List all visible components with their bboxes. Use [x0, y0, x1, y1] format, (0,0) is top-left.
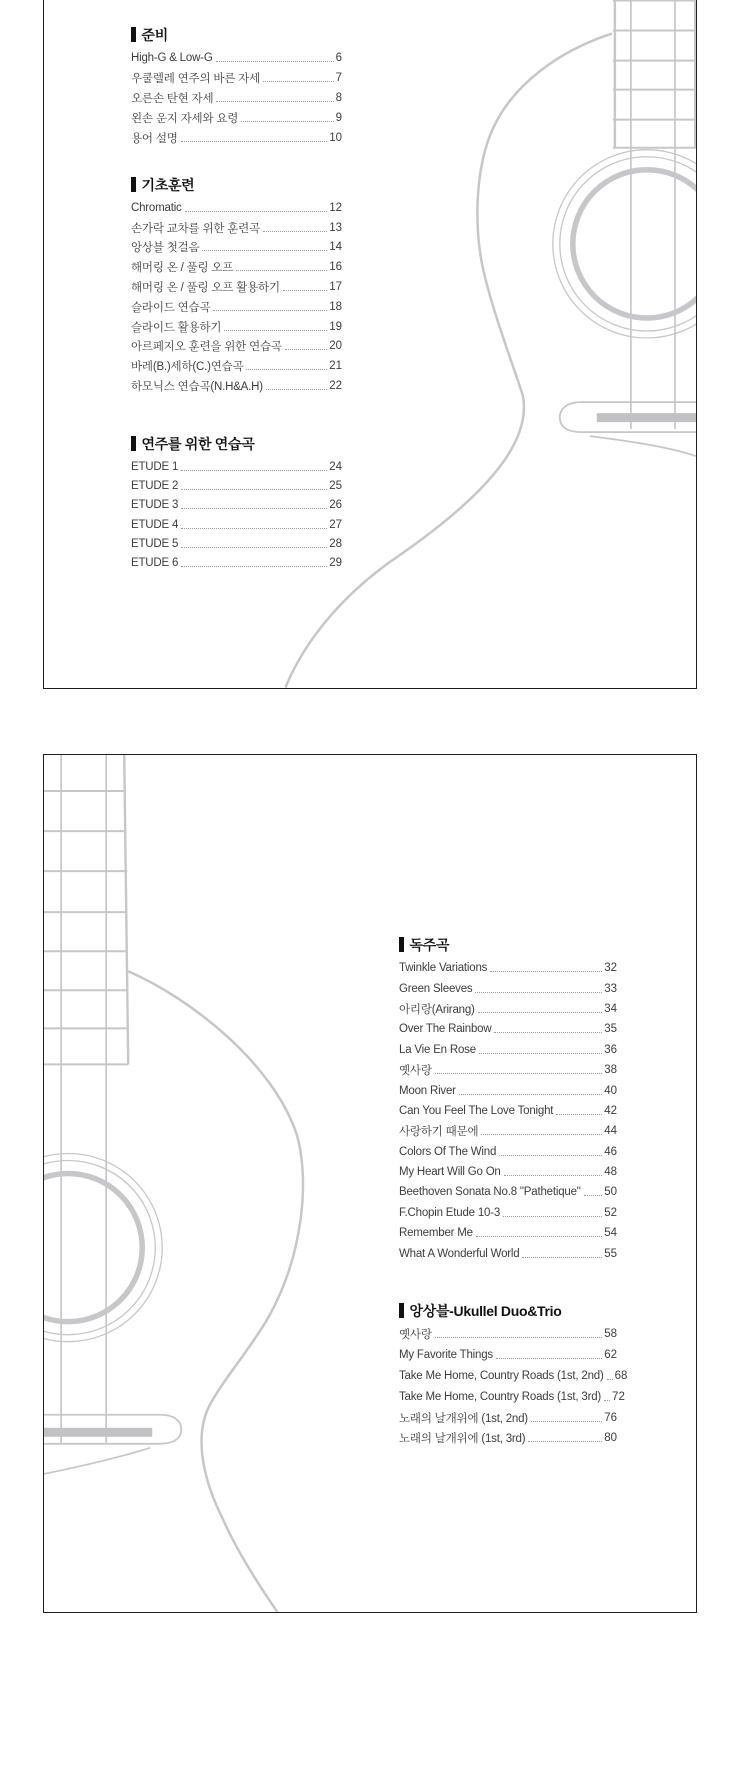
toc-entry-page: 52 — [604, 1206, 617, 1219]
dot-leader — [607, 1378, 613, 1380]
toc-entry — [131, 297, 342, 317]
dot-leader — [181, 140, 328, 142]
toc-entry — [131, 356, 342, 376]
toc-entry-label: F.Chopin Etude 10-3 — [399, 1206, 501, 1219]
dot-leader — [459, 1093, 602, 1095]
body-outline — [128, 971, 303, 1612]
toc-entry-label: ETUDE 2 — [131, 479, 179, 492]
toc-rows — [131, 457, 342, 573]
bridge-tail — [44, 1448, 150, 1474]
dot-leader — [216, 100, 333, 102]
fretboard — [44, 755, 128, 1064]
toc-entry-label: Colors Of The Wind — [399, 1145, 497, 1158]
dot-leader — [202, 249, 327, 251]
toc-entry — [131, 317, 342, 337]
toc-entry-page: 38 — [604, 1064, 617, 1077]
toc-entry — [131, 238, 342, 258]
dot-leader — [224, 329, 327, 331]
toc-entry-page: 76 — [604, 1411, 617, 1424]
toc-entry-page: 19 — [329, 320, 342, 333]
toc-entry-page: 13 — [329, 221, 342, 234]
section-header — [131, 435, 342, 452]
dot-leader — [185, 210, 328, 212]
toc-entry-page: 68 — [614, 1369, 628, 1382]
dot-leader — [435, 1336, 602, 1338]
sound-hole — [44, 1173, 142, 1321]
toc-entry — [399, 1203, 617, 1223]
toc-rows — [399, 1324, 628, 1449]
toc-entry-label: ETUDE 6 — [131, 557, 179, 570]
toc-entry — [399, 1223, 617, 1243]
dot-leader — [481, 1133, 602, 1135]
section-title: 앙상블-Ukullel Duo&Trio — [409, 1302, 562, 1319]
dot-leader — [216, 60, 334, 62]
toc-section-etude — [131, 435, 342, 573]
toc-section-junbi — [131, 26, 342, 148]
toc-entry — [131, 457, 342, 476]
section-header — [131, 176, 342, 193]
toc-entry — [399, 1142, 617, 1162]
dot-leader — [531, 1420, 602, 1422]
toc-entry — [399, 1019, 617, 1039]
toc-entry — [131, 257, 342, 277]
toc-entry-label: 노래의 날개위에 (1st, 3rd) — [399, 1433, 526, 1446]
dot-leader — [490, 970, 602, 972]
toc-entry — [131, 476, 342, 495]
toc-entry-label: Twinkle Variations — [399, 962, 488, 975]
toc-entry-label: 왼손 운지 자세와 요령 — [131, 113, 239, 125]
toc-entry-page: 40 — [604, 1084, 617, 1097]
toc-rows — [399, 958, 617, 1264]
toc-entry — [399, 1345, 617, 1366]
toc-entry-label: La Vie En Rose — [399, 1043, 476, 1056]
section-title: 연주를 위한 연습곡 — [141, 435, 255, 452]
dot-leader — [263, 80, 334, 82]
dot-leader — [522, 1256, 602, 1258]
toc-entry-label: 옛사랑 — [399, 1329, 432, 1342]
toc-entry-label: Take Me Home, Country Roads (1st, 2nd) — [399, 1369, 604, 1382]
toc-entry-page: 12 — [329, 201, 342, 214]
toc-entry-page: 50 — [604, 1186, 617, 1199]
toc-entry — [399, 1243, 617, 1263]
toc-entry-label: Over The Rainbow — [399, 1023, 492, 1036]
toc-entry-label: 하모닉스 연습곡(N.H&A.H) — [131, 381, 263, 394]
section-title: 독주곡 — [409, 936, 450, 953]
dot-leader — [435, 1072, 602, 1074]
toc-entry-label: 사랑하기 때문에 — [399, 1126, 479, 1139]
toc-entry-page: 7 — [335, 72, 342, 84]
toc-entry — [131, 277, 342, 297]
toc-entry-label: High-G & Low-G — [131, 52, 213, 64]
toc-entry-page: 14 — [329, 241, 342, 254]
toc-entry-page: 21 — [329, 360, 342, 373]
toc-entry — [131, 198, 342, 218]
toc-entry-page: 10 — [329, 132, 342, 144]
toc-entry-page: 27 — [329, 518, 342, 531]
section-bar-icon — [399, 937, 404, 952]
toc-entry — [399, 1182, 617, 1202]
toc-entry — [131, 515, 342, 534]
dot-leader — [499, 1154, 602, 1156]
dot-leader — [181, 507, 327, 509]
toc-entry-page: 32 — [604, 962, 617, 975]
toc-entry-label: 용어 설명 — [131, 133, 178, 145]
toc-entry — [131, 376, 342, 396]
toc-entry-label: 아리랑(Arirang) — [399, 1003, 475, 1016]
dot-leader — [181, 488, 327, 490]
dot-leader — [213, 309, 327, 311]
dot-leader — [604, 1399, 610, 1401]
toc-entry — [399, 1060, 617, 1080]
dot-leader — [181, 565, 327, 567]
toc-entry — [131, 108, 342, 128]
toc-entry-page: 26 — [329, 499, 342, 512]
toc-entry-page: 35 — [604, 1023, 617, 1036]
toc-page-2 — [43, 754, 697, 1613]
dot-leader — [181, 527, 327, 529]
toc-page-1 — [43, 0, 697, 689]
dot-leader — [246, 368, 327, 370]
toc-entry — [399, 1121, 617, 1141]
toc-entry-page: 6 — [335, 52, 342, 64]
toc-entry-label: 슬라이드 활용하기 — [131, 321, 222, 334]
toc-entry-label: Green Sleeves — [399, 982, 473, 995]
toc-entry-label: 옛사랑 — [399, 1065, 432, 1078]
toc-entry-page: 24 — [329, 460, 342, 473]
toc-entry-label: 손가락 교차를 위한 훈련곡 — [131, 222, 260, 235]
toc-entry-page: 34 — [604, 1002, 617, 1015]
toc-entry-page: 72 — [612, 1390, 625, 1403]
toc-entry-label: Chromatic — [131, 201, 182, 214]
toc-entry-page: 25 — [329, 479, 342, 492]
dot-leader — [236, 269, 327, 271]
toc-entry-page: 46 — [604, 1145, 617, 1158]
toc-entry-label: Moon River — [399, 1084, 456, 1097]
dot-leader — [475, 991, 602, 993]
dot-leader — [263, 230, 327, 232]
bridge-bar — [44, 1428, 152, 1437]
toc-entry — [399, 1040, 617, 1060]
toc-entry-page: 42 — [604, 1104, 617, 1117]
dot-leader — [241, 120, 333, 122]
toc-entry-page: 18 — [329, 300, 342, 313]
toc-entry-page: 48 — [604, 1166, 617, 1179]
toc-section-ensemble — [399, 1302, 628, 1449]
toc-entry — [131, 337, 342, 357]
toc-entry-page: 29 — [329, 557, 342, 570]
toc-entry-page: 55 — [604, 1247, 617, 1260]
toc-entry-page: 20 — [329, 340, 342, 353]
toc-entry-page: 36 — [604, 1043, 617, 1056]
toc-entry-label: Beethoven Sonata No.8 "Pathetique" — [399, 1186, 581, 1199]
bridge-bar — [597, 413, 696, 422]
toc-entry-page: 16 — [329, 261, 342, 274]
dot-leader — [584, 1194, 603, 1196]
toc-entry-page: 22 — [329, 380, 342, 393]
section-bar-icon — [131, 177, 136, 192]
toc-entry-label: 우쿨렐레 연주의 바른 자세 — [131, 73, 260, 85]
dot-leader — [503, 1215, 602, 1217]
section-bar-icon — [131, 27, 136, 42]
toc-entry-label: 해머링 온 / 풀링 오프 활용하기 — [131, 282, 280, 295]
dot-leader — [556, 1113, 602, 1115]
toc-entry-label: Can You Feel The Love Tonight — [399, 1104, 554, 1117]
toc-entry — [399, 999, 617, 1019]
toc-entry-page: 8 — [335, 92, 342, 104]
dot-leader — [478, 1011, 603, 1013]
toc-entry-label: 오른손 탄현 자세 — [131, 93, 214, 105]
toc-entry-label: 노래의 날개위에 (1st, 2nd) — [399, 1412, 528, 1425]
toc-entry — [131, 218, 342, 238]
dot-leader — [283, 289, 327, 291]
toc-entry-label: My Heart Will Go On — [399, 1166, 501, 1179]
toc-entry — [399, 1407, 617, 1428]
toc-entry-label: ETUDE 5 — [131, 537, 179, 550]
toc-entry-page: 62 — [604, 1349, 617, 1362]
dot-leader — [504, 1174, 603, 1176]
section-title: 준비 — [141, 26, 168, 43]
toc-entry — [131, 88, 342, 108]
toc-entry-label: Take Me Home, Country Roads (1st, 3rd) — [399, 1390, 602, 1403]
section-header — [399, 1302, 617, 1319]
section-title: 기초훈련 — [141, 176, 195, 193]
toc-entry-label: 바레(B.)세하(C.)연습곡 — [131, 361, 244, 374]
sound-hole — [573, 170, 696, 318]
toc-entry — [399, 1101, 617, 1121]
toc-entry-page: 80 — [604, 1432, 617, 1445]
toc-entry-page: 17 — [329, 281, 342, 294]
toc-entry-label: ETUDE 3 — [131, 499, 179, 512]
toc-rows — [131, 198, 342, 396]
dot-leader — [528, 1440, 602, 1442]
dot-leader — [181, 546, 327, 548]
dot-leader — [479, 1052, 602, 1054]
bridge-tail — [590, 436, 696, 456]
toc-entry-page: 33 — [604, 982, 617, 995]
section-header — [399, 936, 617, 953]
toc-entry — [399, 1428, 617, 1449]
dot-leader — [285, 348, 327, 350]
toc-entry-page: 54 — [604, 1227, 617, 1240]
strings — [631, 0, 675, 429]
toc-entry-label: 앙상블 첫걸음 — [131, 242, 200, 255]
toc-entry — [399, 1162, 617, 1182]
toc-entry-page: 44 — [604, 1125, 617, 1138]
toc-entry — [131, 496, 342, 515]
dot-leader — [496, 1357, 602, 1359]
dot-leader — [494, 1031, 602, 1033]
toc-entry-label: My Favorite Things — [399, 1349, 493, 1362]
section-bar-icon — [131, 436, 136, 451]
toc-entry — [399, 1386, 625, 1407]
section-header — [131, 26, 342, 43]
toc-entry — [131, 128, 342, 148]
dot-leader — [181, 469, 327, 471]
toc-entry — [399, 978, 617, 998]
toc-section-solo — [399, 936, 617, 1264]
toc-entry-label: 해머링 온 / 풀링 오프 — [131, 262, 234, 275]
toc-entry — [399, 958, 617, 978]
toc-entry-label: 아르페지오 훈련을 위한 연습곡 — [131, 341, 282, 354]
toc-entry-label: 슬라이드 연습곡 — [131, 301, 211, 314]
toc-entry — [399, 1324, 617, 1345]
section-bar-icon — [399, 1303, 404, 1318]
toc-entry-label: What A Wonderful World — [399, 1247, 520, 1260]
toc-entry — [131, 48, 342, 68]
toc-entry-label: Remember Me — [399, 1227, 473, 1240]
fretboard — [613, 0, 696, 148]
toc-entry-label: ETUDE 1 — [131, 460, 179, 473]
toc-entry — [399, 1080, 617, 1100]
toc-rows — [131, 48, 342, 148]
dot-leader — [266, 388, 327, 390]
toc-entry — [399, 1366, 628, 1387]
toc-entry — [131, 553, 342, 572]
toc-entry-page: 28 — [329, 537, 342, 550]
toc-entry-page: 9 — [335, 112, 342, 124]
toc-entry-label: ETUDE 4 — [131, 518, 179, 531]
toc-section-gicho — [131, 176, 342, 396]
dot-leader — [476, 1235, 602, 1237]
toc-entry — [131, 534, 342, 553]
toc-entry — [131, 68, 342, 88]
toc-entry-page: 58 — [604, 1328, 617, 1341]
